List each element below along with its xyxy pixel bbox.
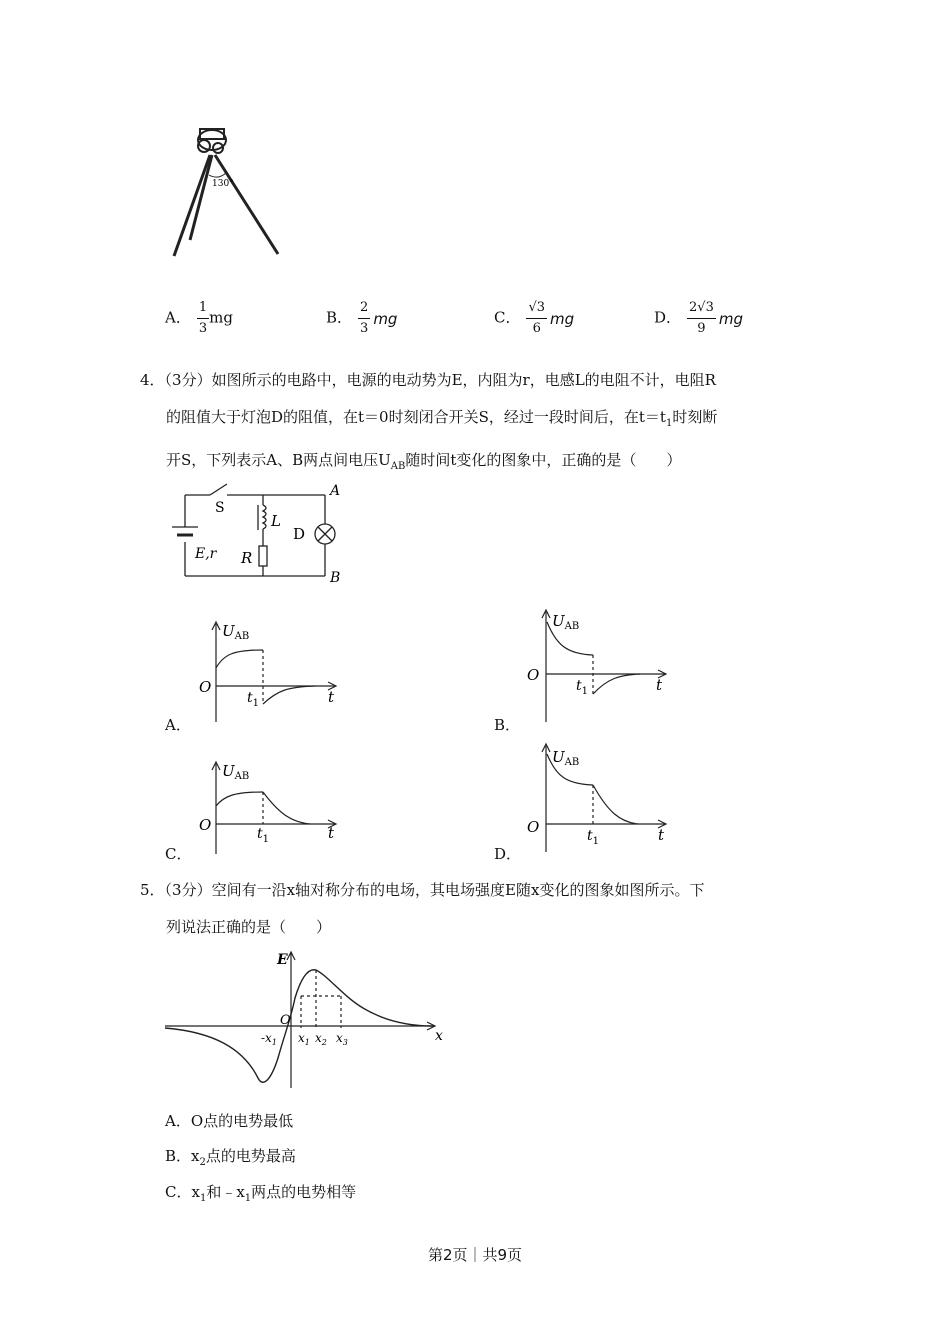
svg-text:UAB: $U_{AB}$ [552,612,580,632]
q4-graph-b [520,606,680,726]
q4-option-d[interactable]: D． [494,845,522,863]
source-label: E,r [195,546,217,562]
lamp-label: D [293,525,306,543]
q3-option-d[interactable]: D． $\frac{2√3}{9}$ mg [654,300,743,336]
svg-text:t: t [658,826,665,844]
svg-text:t1: $t_1$ [247,690,260,709]
svg-text:x: x [435,1028,443,1044]
circuit-diagram [165,480,355,590]
svg-text:E: E [277,952,288,968]
q4-option-b[interactable]: B． [494,716,521,734]
q4-stem: 4．（3分）如图所示的电路中，电源的电动势为E，内阻为r，电感L的电阻不计，电阻R 的阻值大于灯泡D的阻值，在t＝0时刻闭合开关S，经过一段时间后，在$t=t_1$时刻断 开S，下列表示A、B两点间电压$U_{AB}$随时间t变化的图象中，正确的是（ ） [140,371,718,472]
q3-option-c[interactable]: C． $\frac{√3}{6}$ mg [494,300,575,336]
svg-text:-x1: $-x_1$ [261,1031,277,1047]
svg-text:O: O [527,818,540,836]
point-a-label: A [330,483,341,499]
svg-text:t: t [328,824,335,842]
page-footer: 第2页｜共9页 [427,1246,523,1264]
inductor-label: L [271,512,281,530]
svg-text:UAB: $U_{AB}$ [222,762,250,782]
point-b-label: B [330,570,341,586]
q3-option-b[interactable]: B． $\frac{2}{3}$ mg [326,300,398,336]
svg-text:t1: $t_1$ [576,678,589,697]
svg-text:O: O [199,678,212,696]
q5-option-a[interactable]: A．O点的电势最低 [165,1112,294,1130]
svg-text:x1: $x_1$ [298,1031,310,1047]
q4-graph-a [190,618,350,728]
svg-text:O: O [527,666,540,684]
switch-label: S [215,500,225,516]
svg-text:t1: $t_1$ [587,828,600,847]
q3-option-a[interactable]: A． $\frac{1}{3}$ mg [165,300,233,336]
q5-field-graph [163,948,453,1093]
svg-text:UAB: $U_{AB}$ [552,748,580,768]
q4-option-a[interactable]: A． [165,716,191,734]
q5-option-b[interactable]: B．$x_2$点的电势最高 [165,1147,296,1168]
q4-graph-c [190,758,350,858]
svg-text:x3: $x_3$ [336,1031,348,1047]
angle-label: 130° [212,179,234,189]
svg-text:t: t [656,676,663,694]
svg-text:O: O [199,816,212,834]
svg-text:UAB: $U_{AB}$ [222,622,250,642]
svg-text:x2: $x_2$ [315,1031,327,1047]
svg-text:t: t [328,688,335,706]
resistor-label: R [241,549,253,567]
tripod-figure [160,120,290,265]
q5-option-c[interactable]: C．$x_1$和$﹣x_1$两点的电势相等 [165,1183,357,1204]
q4-option-c[interactable]: C． [165,845,192,863]
q5-stem: 5．（3分）空间有一沿x轴对称分布的电场，其电场强度E随x变化的图象如图所示。下 列说法正确的是（ ） [140,881,705,936]
q4-graph-d [520,740,680,855]
svg-text:O: O [280,1013,291,1028]
svg-text:t1: $t_1$ [257,826,270,845]
